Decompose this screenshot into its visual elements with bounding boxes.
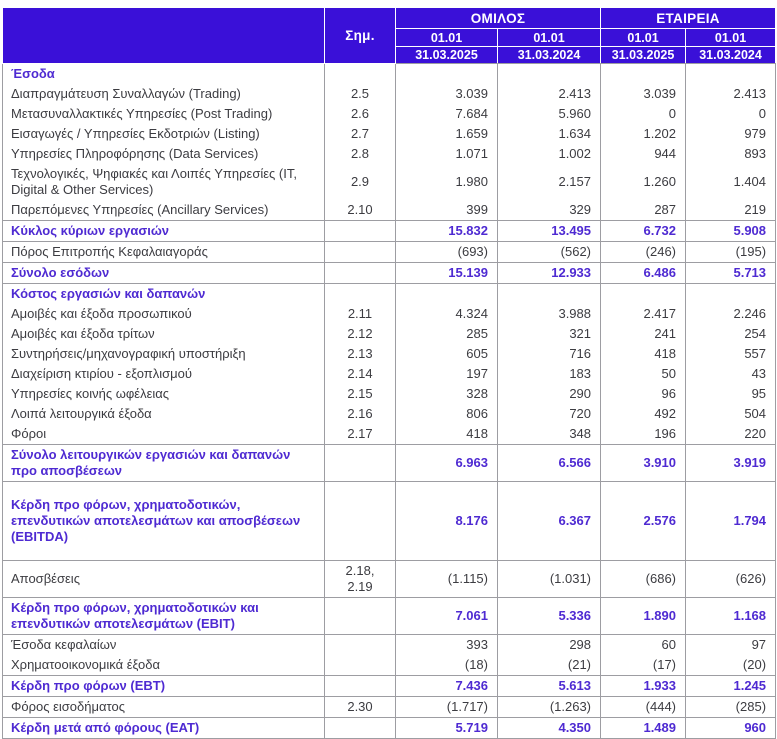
table-row [3,144,776,164]
value-cell: (246) [601,242,686,263]
value-cell: 5.960 [498,104,601,124]
value-cell: 12.933 [498,263,601,284]
income-statement-table [2,7,776,739]
value-cell: 7.061 [396,598,498,635]
row-label: Κέρδη προ φόρων, χρηματοδοτικών, επενδυτικών αποτελεσμάτων και αποσβέσεων (EBITDA) [3,482,325,561]
value-cell: 3.919 [686,445,776,482]
note-cell: 2.16 [325,404,396,424]
period-from: 01.01 [601,29,686,47]
note-cell: 2.13 [325,344,396,364]
value-cell: 1.002 [498,144,601,164]
value-cell: 1.168 [686,598,776,635]
value-cell: (1.031) [498,561,601,598]
value-cell [498,284,601,305]
table-row [3,384,776,404]
note-cell [325,221,396,242]
table-row [3,324,776,344]
period-to: 31.03.2025 [396,47,498,64]
notes-column-header: Σημ. [325,8,396,64]
value-cell: (18) [396,655,498,676]
value-cell: 960 [686,718,776,739]
value-cell: 720 [498,404,601,424]
group-header-omilos: ΟΜΙΛΟΣ [396,8,601,29]
row-label: Αμοιβές και έξοδα προσωπικού [3,304,325,324]
value-cell: 557 [686,344,776,364]
value-cell: 2.413 [498,84,601,104]
row-label: Κόστος εργασιών και δαπανών [3,284,325,305]
note-cell: 2.6 [325,104,396,124]
value-cell: 893 [686,144,776,164]
value-cell: 605 [396,344,498,364]
value-cell: 5.613 [498,676,601,697]
value-cell: (285) [686,697,776,718]
table-row [3,635,776,656]
table-row [3,124,776,144]
value-cell: 1.245 [686,676,776,697]
value-cell: 8.176 [396,482,498,561]
value-cell: 197 [396,364,498,384]
value-cell: (20) [686,655,776,676]
value-cell: 1.260 [601,164,686,200]
value-cell [601,284,686,305]
note-cell [325,598,396,635]
table-row [3,482,776,561]
value-cell [601,64,686,85]
value-cell: 2.417 [601,304,686,324]
value-cell [686,284,776,305]
value-cell: 328 [396,384,498,404]
row-label: Υπηρεσίες κοινής ωφέλειας [3,384,325,404]
row-label: Έσοδα κεφαλαίων [3,635,325,656]
value-cell [686,64,776,85]
value-cell [498,64,601,85]
value-cell: 1.404 [686,164,776,200]
value-cell [396,64,498,85]
row-label: Εισαγωγές / Υπηρεσίες Εκδοτριών (Listing) [3,124,325,144]
value-cell: 15.139 [396,263,498,284]
value-cell: 418 [601,344,686,364]
value-cell: 285 [396,324,498,344]
value-cell: (626) [686,561,776,598]
table-row [3,84,776,104]
period-from: 01.01 [686,29,776,47]
value-cell: 0 [686,104,776,124]
table-row [3,104,776,124]
value-cell: 399 [396,200,498,221]
row-label: Μετασυναλλακτικές Υπηρεσίες (Post Trading) [3,104,325,124]
row-label: Σύνολο λειτουργικών εργασιών και δαπανών προ αποσβέσεων [3,445,325,482]
value-cell: 1.659 [396,124,498,144]
table-row [3,598,776,635]
period-to: 31.03.2025 [601,47,686,64]
table-row [3,424,776,445]
value-cell: 1.890 [601,598,686,635]
value-cell: (1.263) [498,697,601,718]
value-cell: 220 [686,424,776,445]
value-cell: 504 [686,404,776,424]
note-cell: 2.15 [325,384,396,404]
table-row [3,200,776,221]
value-cell: 3.988 [498,304,601,324]
value-cell: 1.933 [601,676,686,697]
value-cell: 50 [601,364,686,384]
value-cell: 492 [601,404,686,424]
value-cell: 7.684 [396,104,498,124]
value-cell: 290 [498,384,601,404]
row-label: Διαπραγμάτευση Συναλλαγών (Trading) [3,84,325,104]
statement-body [3,64,776,739]
value-cell: 2.413 [686,84,776,104]
table-row [3,344,776,364]
value-cell: 348 [498,424,601,445]
note-cell: 2.18, 2.19 [325,561,396,598]
value-cell: 329 [498,200,601,221]
value-cell: 979 [686,124,776,144]
value-cell: 806 [396,404,498,424]
value-cell: 418 [396,424,498,445]
value-cell: (686) [601,561,686,598]
value-cell: 6.486 [601,263,686,284]
table-row [3,718,776,739]
value-cell: 254 [686,324,776,344]
value-cell: 5.713 [686,263,776,284]
row-label: Αποσβέσεις [3,561,325,598]
value-cell: 15.832 [396,221,498,242]
value-cell: 97 [686,635,776,656]
value-cell: 2.157 [498,164,601,200]
row-label: Φόρος εισοδήματος [3,697,325,718]
note-cell [325,635,396,656]
value-cell: 393 [396,635,498,656]
table-row [3,64,776,85]
period-to: 31.03.2024 [686,47,776,64]
value-cell: 196 [601,424,686,445]
note-cell: 2.10 [325,200,396,221]
value-cell: 5.908 [686,221,776,242]
value-cell: 7.436 [396,676,498,697]
value-cell: 60 [601,635,686,656]
value-cell: 1.980 [396,164,498,200]
row-label: Σύνολο εσόδων [3,263,325,284]
value-cell: (21) [498,655,601,676]
corner-cell [3,8,325,64]
table-row [3,284,776,305]
value-cell: 2.246 [686,304,776,324]
value-cell: 6.732 [601,221,686,242]
row-label: Τεχνολογικές, Ψηφιακές και Λοιπές Υπηρεσίες (IT, Digital & Other Services) [3,164,325,200]
value-cell: 1.071 [396,144,498,164]
group-header-etaireia: ΕΤΑΙΡΕΙΑ [601,8,776,29]
value-cell: 96 [601,384,686,404]
value-cell: (693) [396,242,498,263]
value-cell: 219 [686,200,776,221]
row-label: Κέρδη προ φόρων (EBT) [3,676,325,697]
header-group-row [3,8,776,29]
table-header [3,8,776,64]
value-cell: 1.202 [601,124,686,144]
value-cell: 298 [498,635,601,656]
value-cell: 5.719 [396,718,498,739]
note-cell: 2.9 [325,164,396,200]
row-label: Φόροι [3,424,325,445]
note-cell: 2.11 [325,304,396,324]
value-cell: 1.634 [498,124,601,144]
value-cell: 6.963 [396,445,498,482]
table-row [3,676,776,697]
value-cell: 13.495 [498,221,601,242]
table-row [3,445,776,482]
row-label: Διαχείριση κτιρίου - εξοπλισμού [3,364,325,384]
note-cell [325,284,396,305]
row-label: Συντηρήσεις/μηχανογραφική υποστήριξη [3,344,325,364]
value-cell: (17) [601,655,686,676]
value-cell: 1.489 [601,718,686,739]
value-cell: 716 [498,344,601,364]
value-cell: (195) [686,242,776,263]
row-label: Λοιπά λειτουργικά έξοδα [3,404,325,424]
row-label: Υπηρεσίες Πληροφόρησης (Data Services) [3,144,325,164]
value-cell: 3.039 [601,84,686,104]
period-from: 01.01 [396,29,498,47]
table-row [3,164,776,200]
value-cell: (562) [498,242,601,263]
table-row [3,697,776,718]
value-cell: (1.717) [396,697,498,718]
row-label: Χρηματοοικονομικά έξοδα [3,655,325,676]
note-cell [325,718,396,739]
note-cell: 2.7 [325,124,396,144]
table-row [3,263,776,284]
row-label: Παρεπόμενες Υπηρεσίες (Ancillary Services) [3,200,325,221]
value-cell: 5.336 [498,598,601,635]
value-cell: (444) [601,697,686,718]
note-cell [325,242,396,263]
note-cell: 2.17 [325,424,396,445]
value-cell: 3.910 [601,445,686,482]
period-to: 31.03.2024 [498,47,601,64]
note-cell: 2.8 [325,144,396,164]
value-cell: 4.350 [498,718,601,739]
table-row [3,404,776,424]
value-cell: (1.115) [396,561,498,598]
note-cell: 2.30 [325,697,396,718]
table-row [3,561,776,598]
table-row [3,304,776,324]
value-cell: 6.367 [498,482,601,561]
note-cell: 2.14 [325,364,396,384]
row-label: Κέρδη μετά από φόρους (EAT) [3,718,325,739]
value-cell: 4.324 [396,304,498,324]
value-cell: 2.576 [601,482,686,561]
value-cell: 287 [601,200,686,221]
value-cell: 43 [686,364,776,384]
value-cell: 1.794 [686,482,776,561]
value-cell: 321 [498,324,601,344]
row-label: Κέρδη προ φόρων, χρηματοδοτικών και επενδυτικών αποτελεσμάτων (EBIT) [3,598,325,635]
note-cell [325,445,396,482]
table-row [3,221,776,242]
note-cell: 2.5 [325,84,396,104]
note-cell [325,676,396,697]
value-cell [396,284,498,305]
note-cell: 2.12 [325,324,396,344]
row-label: Πόρος Επιτροπής Κεφαλαιαγοράς [3,242,325,263]
value-cell: 6.566 [498,445,601,482]
value-cell: 944 [601,144,686,164]
table-row [3,655,776,676]
note-cell [325,64,396,85]
value-cell: 183 [498,364,601,384]
value-cell: 0 [601,104,686,124]
note-cell [325,482,396,561]
value-cell: 95 [686,384,776,404]
value-cell: 3.039 [396,84,498,104]
note-cell [325,263,396,284]
row-label: Κύκλος κύριων εργασιών [3,221,325,242]
value-cell: 241 [601,324,686,344]
row-label: Αμοιβές και έξοδα τρίτων [3,324,325,344]
period-from: 01.01 [498,29,601,47]
row-label: Έσοδα [3,64,325,85]
table-row [3,364,776,384]
table-row [3,242,776,263]
note-cell [325,655,396,676]
